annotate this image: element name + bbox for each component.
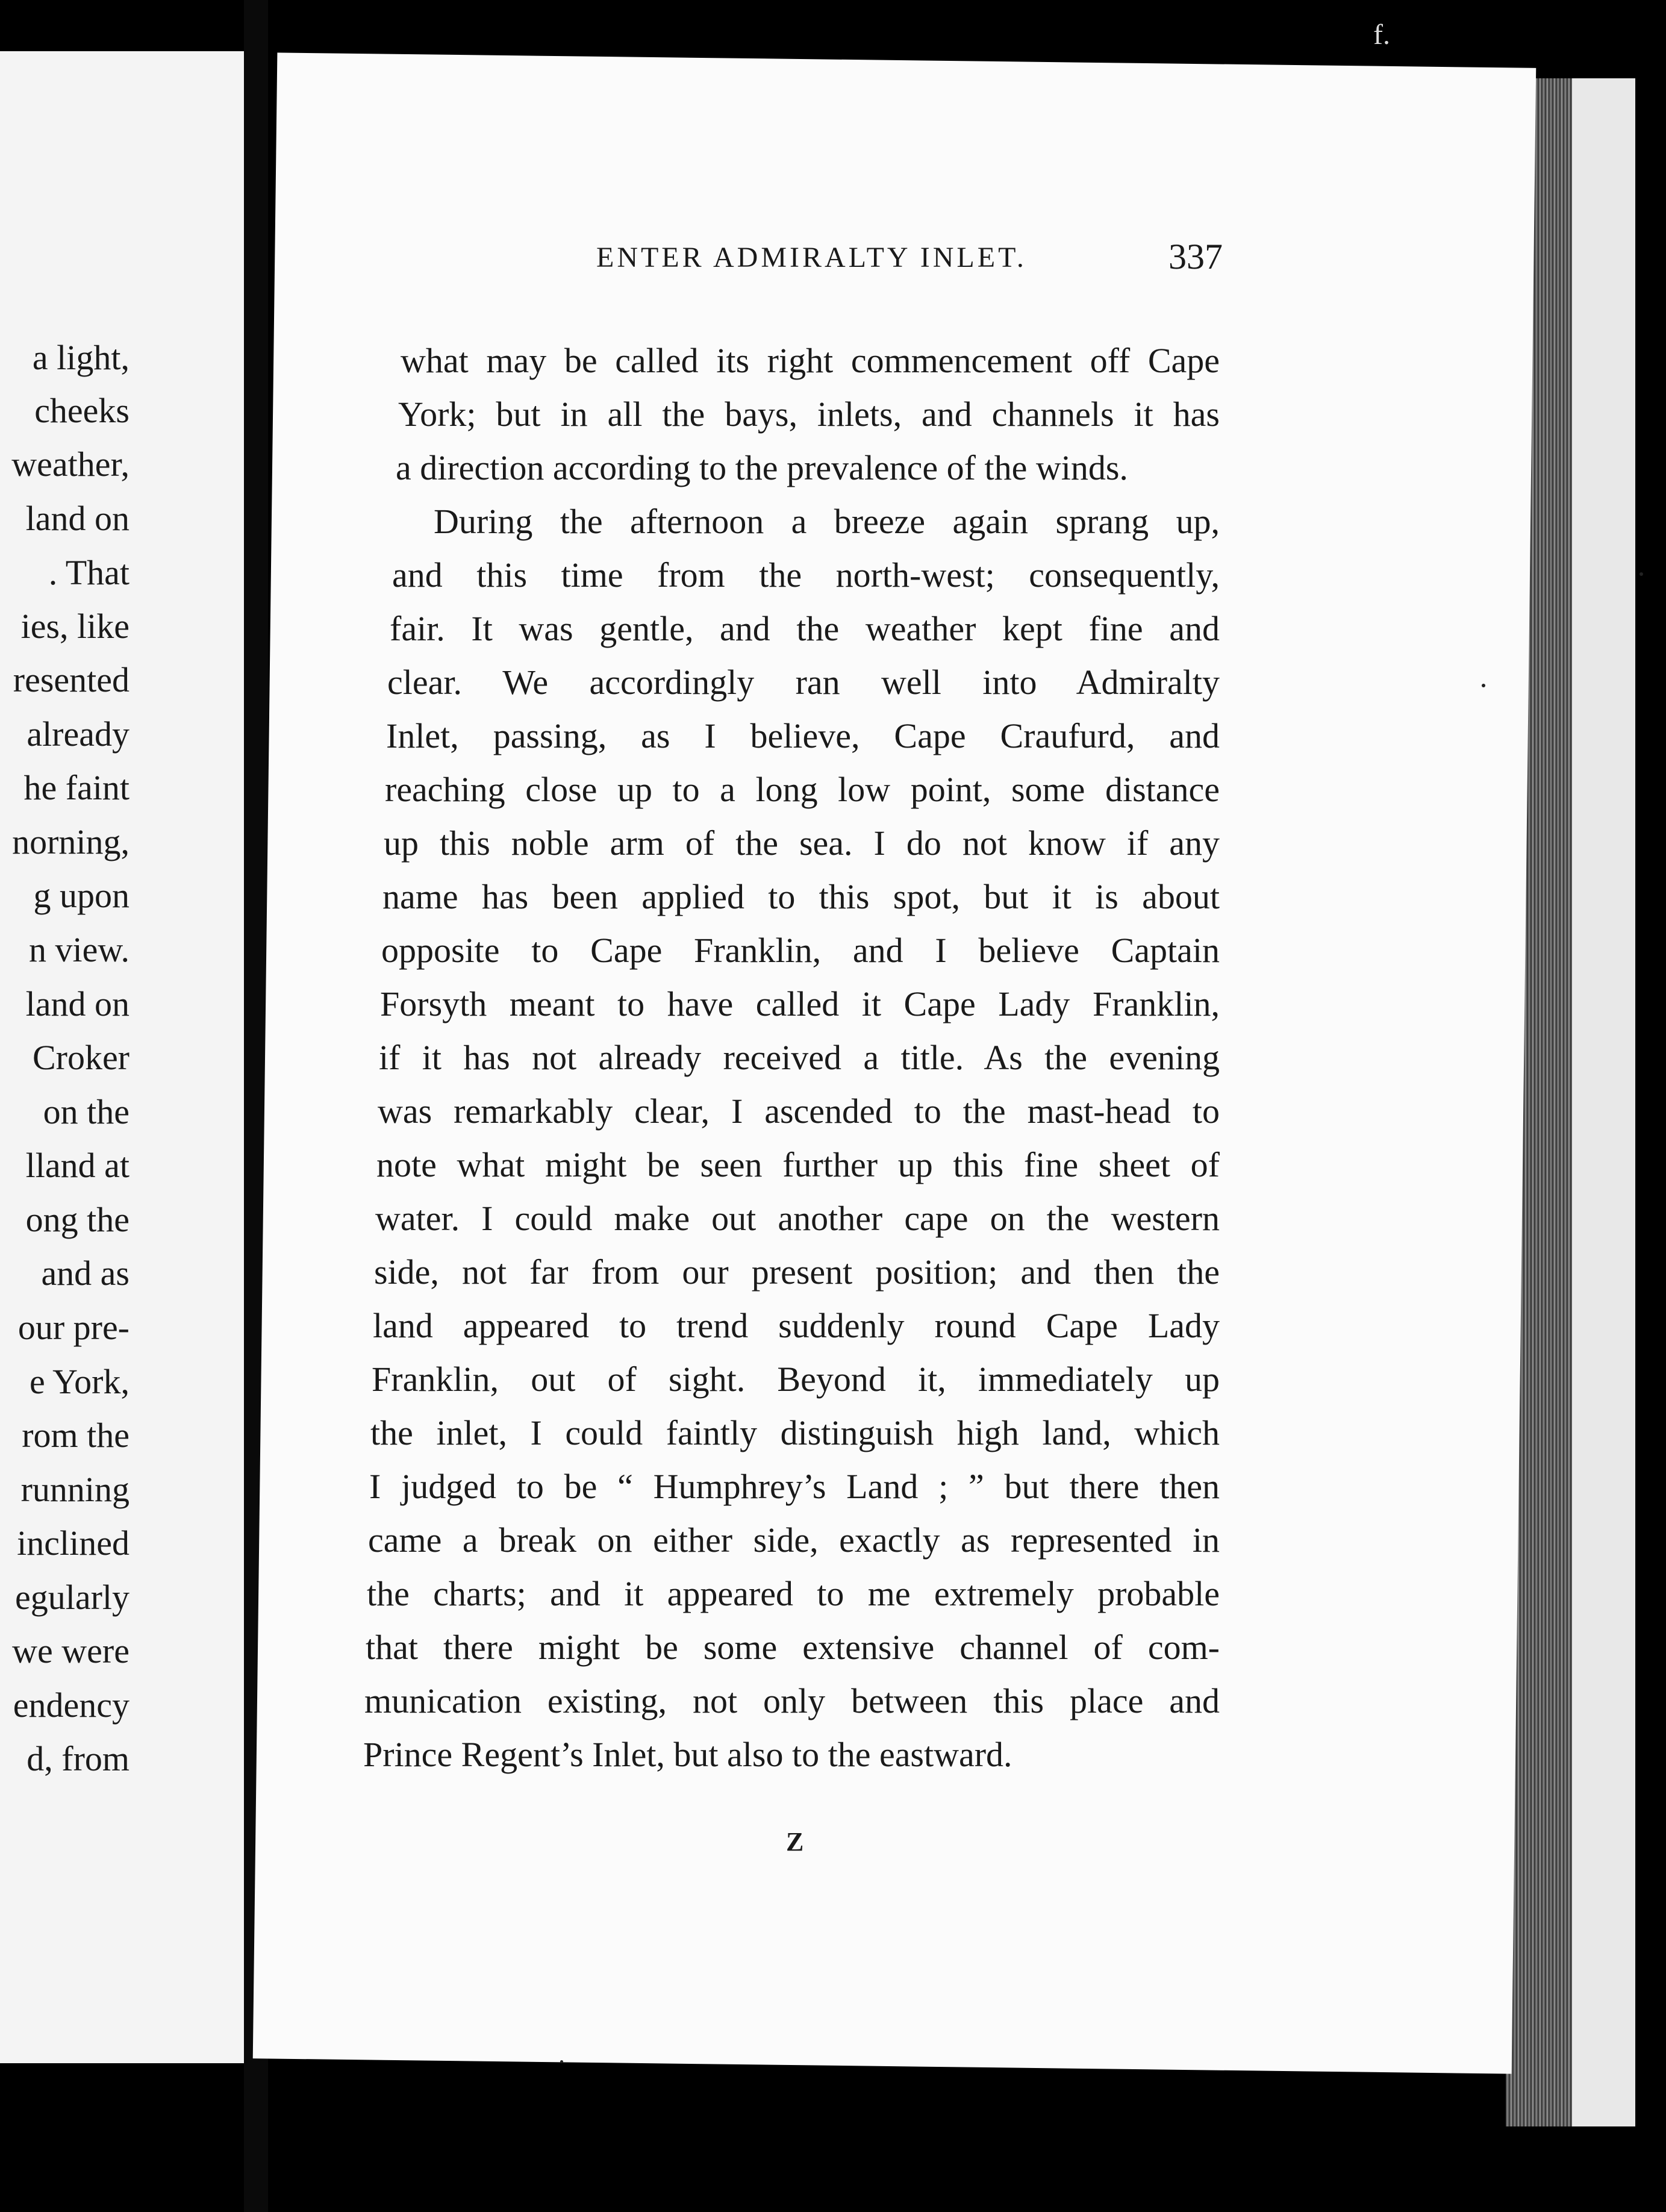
left-page-line: lland at — [25, 1146, 129, 1185]
page-header — [337, 237, 1223, 283]
page-back-edge — [1569, 78, 1635, 2126]
text-line: the charts; and it appeared to me extremely probable — [367, 1574, 1220, 1613]
left-page-line: Croker — [32, 1038, 129, 1077]
text-line: water. I could make out another cape on the western — [375, 1199, 1220, 1238]
left-page-line: cheeks — [34, 391, 129, 430]
text-line: that there might be some extensive channel of com- — [366, 1628, 1220, 1667]
dust-speck — [1482, 684, 1485, 687]
text-line: a direction according to the prevalence of the winds. — [396, 448, 1128, 487]
text-line: During the afternoon a breeze again sprang up, — [434, 502, 1220, 541]
page-number: 337 — [1168, 237, 1223, 276]
text-line: York; but in all the bays, inlets, and channels it has — [398, 395, 1220, 434]
signature-mark: Z — [786, 1827, 804, 1857]
text-line: Franklin, out of sight. Beyond it, immediately up — [372, 1360, 1220, 1399]
left-page-line: a light, — [32, 338, 129, 377]
text-line: name has been applied to this spot, but it is about — [382, 877, 1220, 916]
text-line: land appeared to trend suddenly round Cape Lady — [373, 1306, 1220, 1345]
left-page-line: rom the — [22, 1416, 129, 1455]
left-page-line: weather, — [11, 445, 129, 484]
dust-speck — [560, 2060, 563, 2063]
text-line: reaching close up to a long low point, some distance — [385, 770, 1220, 809]
left-page-line: on the — [43, 1092, 129, 1131]
left-page-line: ong the — [25, 1200, 129, 1239]
left-page-line: e York, — [30, 1362, 129, 1401]
text-line: note what might be seen further up this fine sheet of — [376, 1145, 1220, 1184]
left-facing-page — [0, 51, 244, 2063]
text-line: I judged to be “ Humphrey’s Land ; ” but there then — [369, 1467, 1220, 1506]
left-page-line: land on — [25, 984, 129, 1023]
text-line: munication existing, not only between this place and — [364, 1681, 1220, 1720]
left-page-line: ies, like — [20, 607, 129, 646]
text-line: came a break on either side, exactly as represented in — [368, 1520, 1220, 1560]
left-page-line: already — [27, 714, 129, 754]
left-page-line: we were — [12, 1631, 129, 1670]
text-line: Prince Regent’s Inlet, but also to the eastward. — [363, 1735, 1012, 1774]
left-page-line: . That — [48, 553, 129, 592]
left-page-line: inclined — [17, 1523, 129, 1563]
text-line: clear. We accordingly ran well into Admiralty — [387, 663, 1220, 702]
text-line: side, not far from our present position; and then the — [374, 1252, 1220, 1292]
left-page-line: n view. — [29, 930, 129, 969]
left-page-line: norning, — [12, 822, 129, 861]
text-line: up this noble arm of the sea. I do not know if any — [384, 823, 1220, 863]
left-page-line: our pre- — [17, 1308, 129, 1347]
text-line: was remarkably clear, I ascended to the mast-head to — [378, 1092, 1220, 1131]
left-page-line: running — [20, 1470, 129, 1509]
text-line: fair. It was gentle, and the weather kept fine and — [390, 609, 1220, 648]
text-line: the inlet, I could faintly distinguish high land, which — [370, 1413, 1220, 1452]
text-line: if it has not already received a title. As the evening — [379, 1038, 1220, 1077]
left-page-line: endency — [13, 1686, 129, 1725]
text-line: opposite to Cape Franklin, and I believe Captain — [381, 931, 1220, 970]
left-page-line: he faint — [23, 768, 129, 807]
left-page-line: resented — [13, 660, 129, 699]
dust-speck — [1639, 572, 1643, 576]
text-line: Forsyth meant to have called it Cape Lady Franklin, — [380, 984, 1220, 1023]
left-page-line: land on — [25, 499, 129, 538]
left-page-line: egularly — [14, 1578, 129, 1617]
left-page-line: d, from — [27, 1739, 129, 1778]
corner-mark: f. — [1373, 19, 1390, 51]
text-line: and this time from the north-west; consequently, — [392, 555, 1220, 595]
left-page-line: g upon — [33, 876, 129, 915]
text-line: Inlet, passing, as I believe, Cape Craufurd, and — [386, 716, 1220, 755]
text-line: what may be called its right commencement off Cape — [401, 341, 1220, 380]
running-head: ENTER ADMIRALTY INLET. — [596, 242, 1027, 273]
left-page-line: and as — [41, 1254, 129, 1293]
